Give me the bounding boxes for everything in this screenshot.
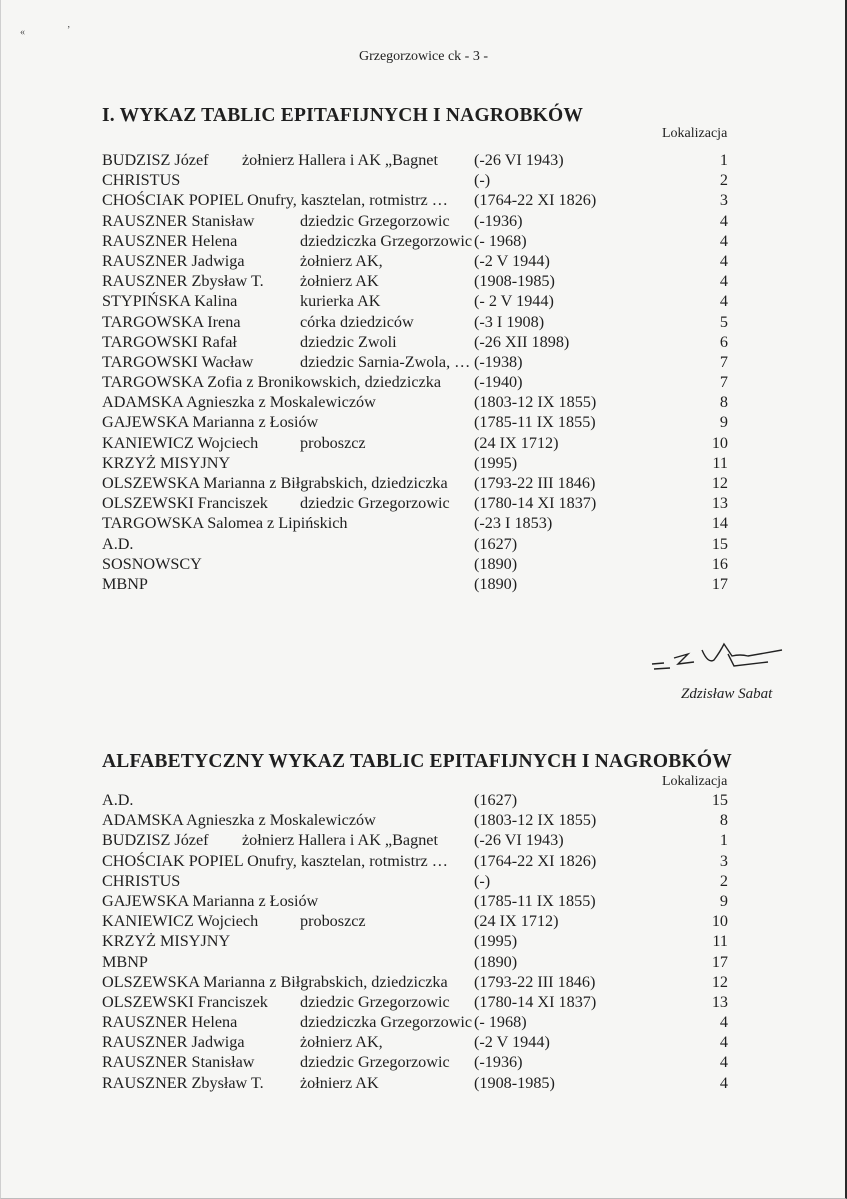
entry-loc: 2: [719, 871, 728, 890]
table-row: [102, 332, 742, 352]
table-row: [102, 291, 742, 311]
entry-loc: 4: [719, 292, 728, 311]
entry-name: GAJEWSKA Marianna z Łosiów: [102, 891, 319, 910]
entry-name: RAUSZNER Jadwiga: [102, 251, 245, 270]
entry-role: dziedzic Grzegorzowic: [300, 992, 450, 1011]
table-row: [102, 1052, 742, 1072]
entry-date: (1780-14 XI 1837): [474, 992, 597, 1011]
entry-date: (-2 V 1944): [474, 1033, 550, 1052]
table-row: [102, 871, 742, 891]
entry-name: MBNP: [102, 952, 148, 971]
entry-loc: 7: [719, 373, 728, 392]
entry-loc: 14: [711, 514, 728, 533]
table-row: [102, 830, 742, 850]
entry-date: (1890): [474, 574, 518, 593]
entry-name: KANIEWICZ Wojciech: [102, 433, 259, 452]
entry-date: (- 1968): [474, 231, 527, 250]
entry-loc: 17: [711, 952, 728, 971]
entry-name: ADAMSKA Agnieszka z Moskalewiczów: [102, 811, 376, 830]
entry-name: TARGOWSKA Irena: [102, 312, 241, 331]
entry-name: RAUSZNER Helena: [102, 231, 238, 250]
entry-loc: 3: [719, 851, 728, 870]
entry-role: proboszcz: [300, 433, 366, 452]
table-row: [102, 251, 742, 271]
entry-date: (1764-22 XI 1826): [474, 851, 597, 870]
entry-name: CHRISTUS: [102, 871, 181, 890]
table-row: [102, 810, 742, 830]
table-row: [102, 412, 742, 432]
entry-loc: 4: [719, 1073, 728, 1092]
entry-role: dziedzic Grzegorzowic: [300, 494, 450, 513]
entry-loc: 12: [711, 474, 728, 492]
signature: [650, 636, 800, 676]
entry-loc: 3: [719, 191, 728, 210]
table-row: [102, 554, 742, 574]
entry-date: (1908-1985): [474, 1073, 555, 1092]
entry-date: (1803-12 IX 1855): [474, 393, 597, 412]
entry-loc: 7: [719, 352, 728, 371]
entry-name: KANIEWICZ Wojciech: [102, 912, 259, 931]
entry-loc: 4: [719, 1013, 728, 1032]
entry-date: (1890): [474, 554, 518, 573]
table-row: [102, 931, 742, 951]
table-row: [102, 952, 742, 972]
entry-loc: 9: [719, 413, 728, 432]
entry-name: BUDZISZ Józef: [102, 831, 209, 850]
section1-loc-header: Lokalizacja: [662, 126, 728, 141]
table-row: [102, 790, 742, 810]
entry-loc: 12: [711, 972, 728, 991]
entry-role: żołnierz AK,: [300, 1033, 383, 1052]
entry-loc: 6: [719, 332, 728, 351]
entry-name: OLSZEWSKI Franciszek: [102, 494, 268, 513]
entry-role: proboszcz: [300, 912, 366, 931]
entry-name: ADAMSKA Agnieszka z Moskalewiczów: [102, 393, 376, 412]
entry-name: CHOŚCIAK POPIEL Onufry, kasztelan, rotmistrz …: [102, 191, 448, 210]
entry-loc: 4: [719, 231, 728, 250]
entry-name: A.D.: [102, 791, 134, 809]
entry-date: (1627): [474, 791, 518, 809]
entry-loc: 11: [712, 932, 728, 951]
page-header: Grzegorzowice ck - 3 -: [358, 49, 489, 64]
entry-loc: 17: [711, 574, 728, 593]
table-row: [102, 891, 742, 911]
entry-name: CHOŚCIAK POPIEL Onufry, kasztelan, rotmistrz …: [102, 851, 448, 870]
entry-role: żołnierz AK,: [300, 251, 383, 270]
table-row: [102, 170, 742, 190]
table-row: [102, 211, 742, 231]
entry-date: (1803-12 IX 1855): [474, 811, 597, 830]
table-row: [102, 392, 742, 412]
entry-name: RAUSZNER Helena: [102, 1013, 238, 1032]
entry-loc: 13: [711, 494, 728, 513]
entry-date: (1793-22 III 1846): [474, 474, 596, 492]
entry-date: (-1940): [474, 373, 523, 392]
entry-date: (-1936): [474, 1053, 523, 1072]
table-row: [102, 271, 742, 291]
entry-name: KRZYŻ MISYJNY: [102, 932, 231, 951]
entry-loc: 4: [719, 1033, 728, 1052]
table-row: [102, 190, 742, 210]
entry-loc: 16: [711, 554, 728, 573]
entry-date: (-1938): [474, 352, 523, 371]
entry-name: OLSZEWSKA Marianna z Biłgrabskich, dziedziczka: [102, 474, 448, 492]
entry-name: RAUSZNER Stanisław: [102, 211, 255, 230]
entry-date: (24 IX 1712): [474, 433, 559, 452]
entry-name: TARGOWSKI Wacław: [102, 352, 254, 371]
entry-loc: 11: [712, 453, 728, 472]
entry-date: (1764-22 XI 1826): [474, 191, 597, 210]
entry-role: dziedziczka Grzegorzowic: [300, 231, 473, 250]
entry-date: (1995): [474, 453, 518, 472]
entry-name: RAUSZNER Zbysław T.: [102, 1073, 264, 1092]
entry-loc: 4: [719, 272, 728, 291]
table-row: [102, 372, 742, 392]
entry-name: TARGOWSKI Rafał: [102, 332, 237, 351]
section2-title: ALFABETYCZNY WYKAZ TABLIC EPITAFIJNYCH I NAGROBKÓW: [102, 751, 732, 772]
entry-loc: 13: [711, 992, 728, 1011]
entry-date: (-): [474, 171, 491, 190]
entry-role: żołnierz Hallera i AK „Bagnet: [242, 831, 438, 850]
table-row: [102, 352, 742, 372]
entry-name: KRZYŻ MISYJNY: [102, 453, 231, 472]
entry-loc: 1: [719, 151, 728, 169]
entry-name: OLSZEWSKI Franciszek: [102, 992, 268, 1011]
table-row: [102, 1012, 742, 1032]
entry-date: (1995): [474, 932, 518, 951]
table-row: [102, 1073, 742, 1093]
entry-date: (-3 I 1908): [474, 312, 545, 331]
entry-name: BUDZISZ Józef: [102, 151, 209, 169]
table-row: [102, 1032, 742, 1052]
entry-date: (-26 XII 1898): [474, 332, 570, 351]
table-row: [102, 911, 742, 931]
entry-date: (- 1968): [474, 1013, 527, 1032]
section1-title: I. WYKAZ TABLIC EPITAFIJNYCH I NAGROBKÓW: [102, 105, 584, 126]
entry-loc: 9: [719, 891, 728, 910]
entry-date: (-2 V 1944): [474, 251, 550, 270]
entry-date: (-26 VI 1943): [474, 151, 564, 169]
scan-mark: ʼ: [67, 25, 71, 36]
table-row: [102, 312, 742, 332]
scan-mark: «: [20, 27, 25, 38]
entry-loc: 15: [711, 791, 728, 809]
entry-name: MBNP: [102, 574, 148, 593]
table-row: [102, 534, 742, 554]
table-row: [102, 473, 742, 493]
entry-loc: 2: [719, 171, 728, 190]
entry-name: RAUSZNER Zbysław T.: [102, 272, 264, 291]
entry-role: żołnierz AK: [300, 272, 379, 291]
entry-role: żołnierz Hallera i AK „Bagnet: [242, 151, 438, 169]
table-row: [102, 972, 742, 992]
entry-role: kurierka AK: [300, 292, 381, 311]
entry-name: TARGOWSKA Zofia z Bronikowskich, dziedziczka: [102, 373, 442, 392]
table-row: [102, 513, 742, 533]
entry-name: CHRISTUS: [102, 171, 181, 190]
entry-loc: 4: [719, 1053, 728, 1072]
entry-role: żołnierz AK: [300, 1073, 379, 1092]
entry-name: STYPIŃSKA Kalina: [102, 292, 238, 311]
entry-role: dziedzic Grzegorzowic: [300, 1053, 450, 1072]
section2-table: [102, 790, 742, 1093]
entry-role: dziedzic Grzegorzowic: [300, 211, 450, 230]
table-row: [102, 493, 742, 513]
entry-loc: 8: [719, 393, 728, 412]
entry-loc: 4: [719, 211, 728, 230]
entry-date: (1890): [474, 952, 518, 971]
entry-name: A.D.: [102, 534, 134, 553]
table-row: [102, 433, 742, 453]
table-row: [102, 851, 742, 871]
entry-name: OLSZEWSKA Marianna z Biłgrabskich, dziedziczka: [102, 972, 448, 991]
signer-name: Zdzisław Sabat: [681, 686, 773, 702]
table-row: [102, 574, 742, 594]
table-row: [102, 231, 742, 251]
entry-loc: 8: [719, 811, 728, 830]
entry-date: (1780-14 XI 1837): [474, 494, 597, 513]
entry-date: (1785-11 IX 1855): [474, 413, 596, 432]
entry-role: dziedzic Zwoli: [300, 332, 397, 351]
entry-role: dziedziczka Grzegorzowic: [300, 1013, 473, 1032]
section1-table: [102, 150, 742, 594]
entry-name: RAUSZNER Stanisław: [102, 1053, 255, 1072]
entry-date: (1785-11 IX 1855): [474, 891, 596, 910]
entry-date: (-26 VI 1943): [474, 831, 564, 850]
entry-date: (- 2 V 1944): [474, 292, 554, 311]
entry-name: TARGOWSKA Salomea z Lipińskich: [102, 514, 348, 533]
entry-loc: 10: [711, 912, 728, 931]
entry-date: (-): [474, 871, 491, 890]
entry-loc: 5: [719, 312, 728, 331]
table-row: [102, 150, 742, 170]
entry-date: (1793-22 III 1846): [474, 972, 596, 991]
entry-role: córka dziedziców: [300, 312, 414, 331]
entry-loc: 1: [719, 831, 728, 850]
entry-date: (24 IX 1712): [474, 912, 559, 931]
entry-date: (-1936): [474, 211, 523, 230]
entry-name: GAJEWSKA Marianna z Łosiów: [102, 413, 319, 432]
entry-date: (1908-1985): [474, 272, 555, 291]
section2-loc-header: Lokalizacja: [662, 774, 728, 789]
entry-name: RAUSZNER Jadwiga: [102, 1033, 245, 1052]
entry-loc: 10: [711, 433, 728, 452]
table-row: [102, 992, 742, 1012]
entry-name: SOSNOWSCY: [102, 554, 202, 573]
entry-date: (1627): [474, 534, 518, 553]
entry-date: (-23 I 1853): [474, 514, 553, 533]
entry-role: dziedzic Sarnia-Zwola, …: [300, 352, 471, 371]
entry-loc: 15: [711, 534, 728, 553]
entry-loc: 4: [719, 251, 728, 270]
table-row: [102, 453, 742, 473]
